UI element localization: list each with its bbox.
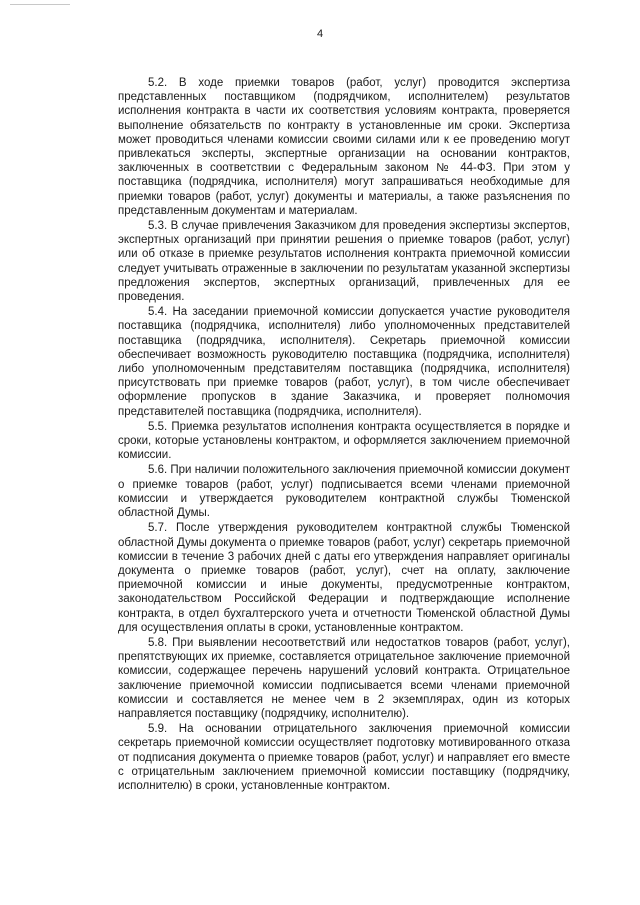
paragraph-5-6: 5.6. При наличии положительного заключения приемочной комиссии документ о приемке товаров (работ, услуг) подписывается всеми членами приемочной комиссии и утверждается руководителем контрактной службы Тюменской областной Думы.: [118, 464, 570, 520]
paragraph-5-4: 5.4. На заседании приемочной комиссии допускается участие руководителя поставщика (подрядчика, исполнителя) либо уполномоченных представителей поставщика (подрядчика, исполнителя). Секретарь приемочной комиссии обеспечивает возможность руководителю поставщика (подрядчика, исполнителя) либо уполномоченным представителям поставщика (подрядчика, исполнителя) присутствовать при приемке товаров (работ, услуг), в том числе обеспечивает оформление пропусков в здание Заказчика, и проверяет полномочия представителей поставщика (подрядчика, исполнителя).: [118, 306, 570, 418]
paragraph-5-5: 5.5. Приемка результатов исполнения контракта осуществляется в порядке и сроки, которые установлены контрактом, и оформляется заключением приемочной комиссии.: [118, 420, 570, 462]
paragraph-5-7: 5.7. После утверждения руководителем контрактной службы Тюменской областной Думы документа о приемке товаров (работ, услуг) секретарь приемочной комиссии в течение 3 рабочих дней с даты его утверждения направляет оригиналы документа о приемке товаров (работ, услуг), счет на оплату, заключение приемочной комиссии и иные документы, предусмотренные контрактом, законодательством Российской Федерации и подтверждающие исполнение контракта, в отдел бухгалтерского учета и отчетности Тюменской областной Думы для осуществления оплаты в сроки, установленные контрактом.: [118, 522, 570, 634]
paragraph-5-9: 5.9. На основании отрицательного заключения приемочной комиссии секретарь приемочной комиссии осуществляет подготовку мотивированного отказа от подписания документа о приемке товаров (работ, услуг) и направляет его вместе с отрицательным заключением приемочной комиссии поставщику (подрядчику, исполнителю) в сроки, установленные контрактом.: [118, 723, 570, 792]
page-number: 4: [316, 28, 324, 40]
document-body: [118, 76, 570, 794]
paragraph-5-8: 5.8. При выявлении несоответствий или недостатков товаров (работ, услуг), препятствующих их приемке, составляется отрицательное заключение приемочной комиссии, содержащее перечень нарушений условий контракта. Отрицательное заключение приемочной комиссии подписывается всеми членами приемочной комиссии и составляется не менее чем в 2 экземплярах, один из которых направляется поставщику (подрядчику, исполнителю).: [118, 636, 570, 720]
scan-artifact: [10, 4, 70, 5]
paragraph-5-3: 5.3. В случае привлечения Заказчиком для проведения экспертизы экспертов, экспертных организаций при принятии решения о приемке товаров (работ, услуг) или об отказе в приемке результатов исполнения контракта приемочной комиссии следует учитывать отраженные в заключении по результатам указанной экспертизы предложения экспертов, экспертных организаций, привлеченных для ее проведения.: [118, 220, 570, 304]
paragraph-5-2: 5.2. В ходе приемки товаров (работ, услуг) проводится экспертиза представленных поставщиком (подрядчиком, исполнителем) результатов исполнения контракта в части их соответствия условиям контракта, проверяется выполнение обязательств по контракту в установленные им сроки. Экспертиза может проводиться членами комиссии своими силами или к ее проведению могут привлекаться эксперты, экспертные организации на основании контрактов, заключенных в соответствии с Федеральным законом № 44-ФЗ. При этом у поставщика (подрядчика, исполнителя) могут запрашиваться необходимые для приемки товаров (работ, услуг) документы и материалы, а также разъяснения по представленным документам и материалам.: [118, 77, 570, 217]
